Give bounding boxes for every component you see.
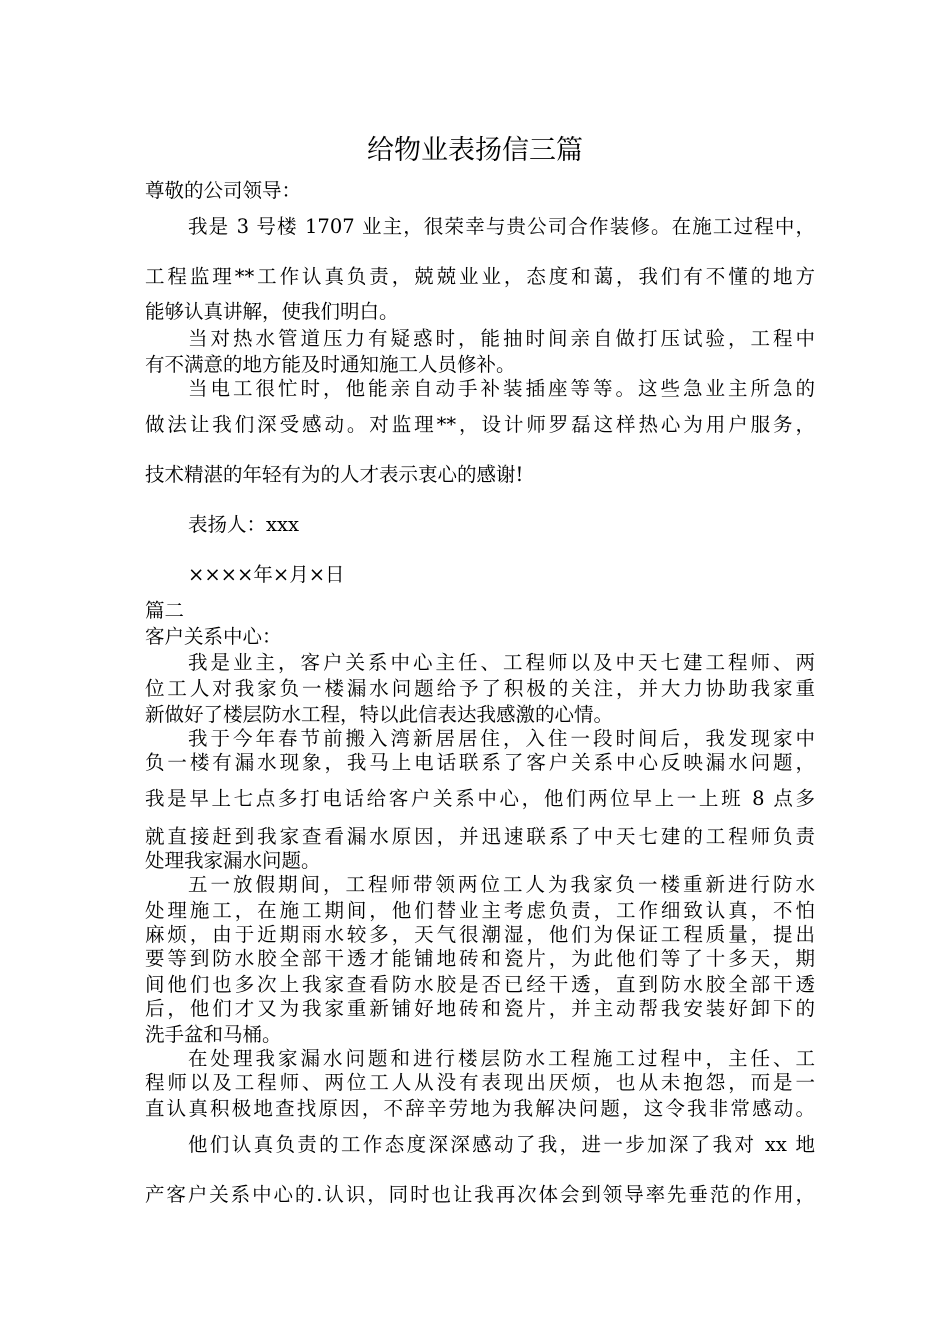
paragraph-line: 负一楼有漏水现象，我马上电话联系了客户关系中心反映漏水问题， [145,751,815,774]
date-line: ××××年×月×日 [188,563,345,586]
paragraph-line: 做法让我们深受感动。对监理**，设计师罗磊这样热心为用户服务， [145,413,815,436]
paragraph-line: 就直接赶到我家查看漏水原因，并迅速联系了中天七建的工程师负责 [145,825,815,848]
paragraph-line: 我于今年春节前搬入湾新居居住，入住一段时间后，我发现家中 [188,727,815,750]
paragraph-line: 后，他们才又为我家重新铺好地砖和瓷片，并主动帮我安装好卸下的 [145,997,815,1020]
paragraph-line: 我是早上七点多打电话给客户关系中心，他们两位早上一上班 8 点多 [145,787,815,810]
paragraph-line: 在处理我家漏水问题和进行楼层防水工程施工过程中，主任、工 [188,1047,815,1070]
paragraph-line: 要等到防水胶全部干透才能铺地砖和瓷片，为此他们等了十多天，期 [145,947,815,970]
paragraph-line: 能够认真讲解，使我们明白。 [145,300,399,323]
paragraph-line: 处理施工，在施工期间，他们替业主考虑负责，工作细致认真，不怕 [145,899,815,922]
paragraph-line: 当对热水管道压力有疑惑时，能抽时间亲自做打压试验，工程中 [188,327,815,350]
paragraph-line: 有不满意的地方能及时通知施工人员修补。 [145,353,516,376]
paragraph-line: 处理我家漏水问题。 [145,849,321,872]
section-heading: 篇二 [145,599,185,622]
paragraph-line: 他们认真负责的工作态度深深感动了我，进一步加深了我对 xx 地 [188,1133,815,1156]
paragraph-line: 麻烦，由于近期雨水较多，天气很潮湿，他们为保证工程质量，提出 [145,923,815,946]
paragraph-line: 技术精湛的年轻有为的人才表示衷心的感谢! [145,463,524,486]
paragraph-line: 当电工很忙时，他能亲自动手补装插座等等。这些急业主所急的 [188,377,815,400]
paragraph-line: 新做好了楼层防水工程，特以此信表达我感激的心情。 [145,703,614,726]
paragraph-line: 间他们也多次上我家查看防水胶是否已经干透，直到防水胶全部干透 [145,973,815,996]
paragraph-line: 我是业主，客户关系中心主任、工程师以及中天七建工程师、两 [188,651,815,674]
paragraph-line: 直认真积极地查找原因，不辞辛劳地为我解决问题，这令我非常感动。 [145,1097,815,1120]
paragraph-line: 产客户关系中心的.认识，同时也让我再次体会到领导率先垂范的作用， [145,1183,815,1206]
letter2-salutation: 客户关系中心： [145,625,282,648]
paragraph-line: 五一放假期间，工程师带领两位工人为我家负一楼重新进行防水 [188,873,815,896]
letter1-salutation: 尊敬的公司领导： [145,179,302,202]
paragraph-line: 工程监理**工作认真负责，兢兢业业，态度和蔼，我们有不懂的地方 [145,265,815,288]
paragraph-line: 程师以及工程师、两位工人从没有表现出厌烦，也从未抱怨，而是一 [145,1071,815,1094]
paragraph-line: 位工人对我家负一楼漏水问题给予了积极的关注，并大力协助我家重 [145,677,815,700]
signer-line: 表扬人：xxx [188,513,299,536]
document-title: 给物业表扬信三篇 [367,135,583,166]
paragraph-line: 我是 3 号楼 1707 业主，很荣幸与贵公司合作装修。在施工过程中， [188,215,815,238]
paragraph-line: 洗手盆和马桶。 [145,1023,282,1046]
